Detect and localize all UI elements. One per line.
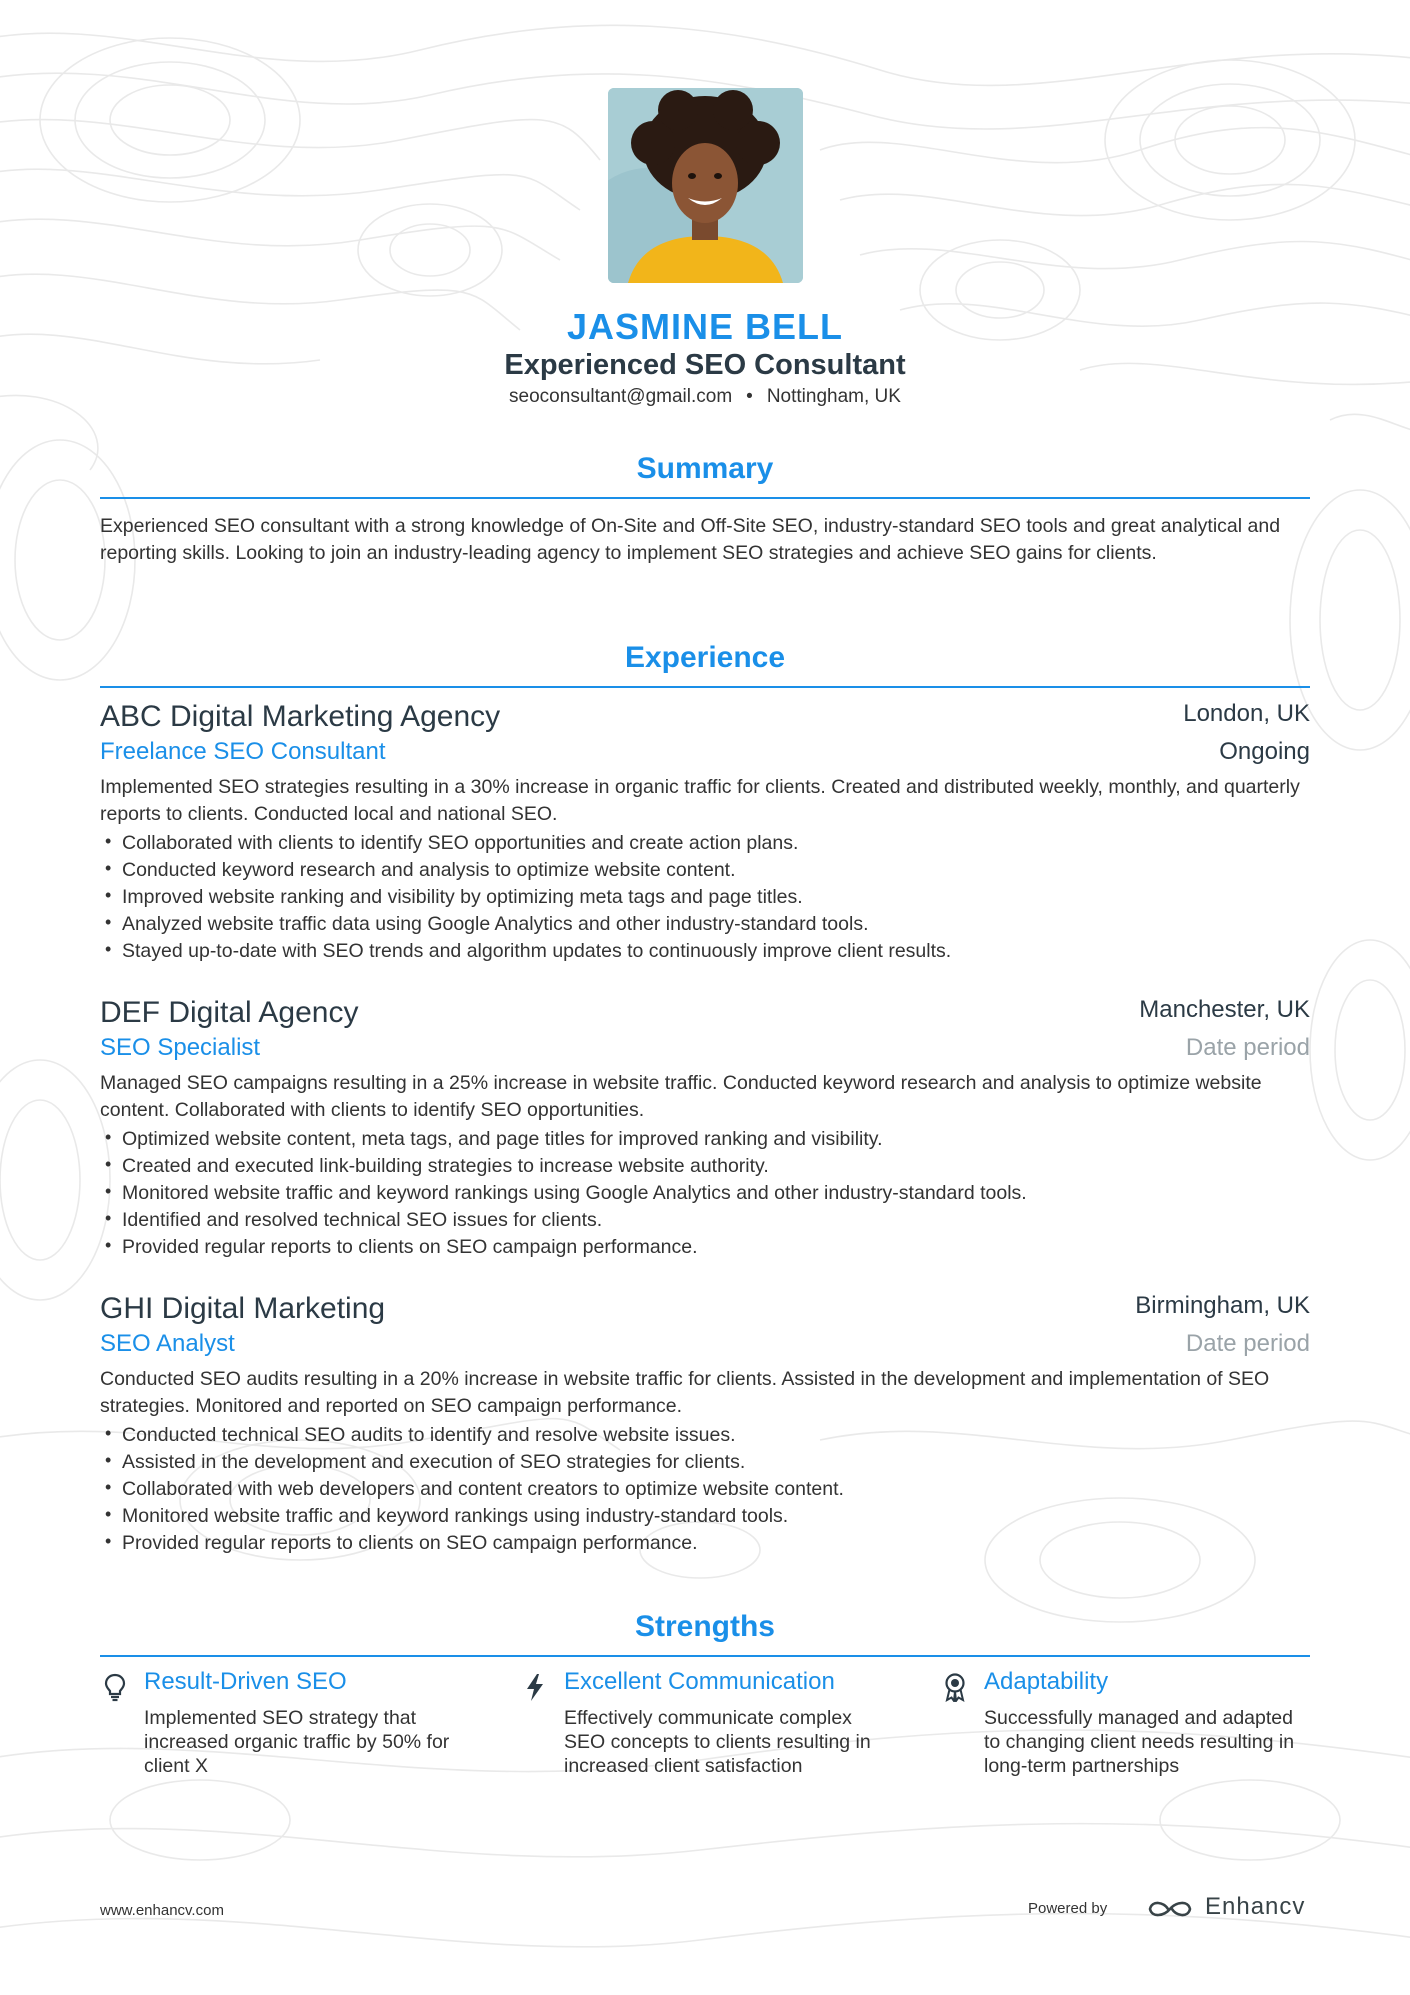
job-bullet: • Provided regular reports to clients on SEO campaign performance. [100,1234,1027,1261]
strength-title: Result-Driven SEO [144,1668,347,1695]
job-role: SEO Analyst [100,1330,235,1357]
job-bullet: • Conducted technical SEO audits to identify and resolve website issues. [100,1422,844,1449]
job-date: Ongoing [1219,738,1310,765]
job-bullet: • Assisted in the development and execution of SEO strategies for clients. [100,1449,844,1476]
job-bullet: • Provided regular reports to clients on SEO campaign performance. [100,1530,844,1557]
job-role: SEO Specialist [100,1034,261,1061]
contact-separator: • [746,386,753,407]
job-description: Managed SEO campaigns resulting in a 25% increase in website traffic. Conducted keyword research and analysis to optimize website content. Collaborated with clients to identify SEO opportunities. [100,1072,1262,1121]
powered-by-label: Powered by [1028,1900,1108,1917]
job-company: DEF Digital Agency [100,996,359,1029]
strengths-heading: Strengths [634,1610,775,1643]
footer-website-link[interactable]: www.enhancv.com [100,1902,224,1919]
experience-heading: Experience [624,641,786,674]
job-date: Date period [1185,1330,1310,1357]
job-bullet: • Monitored website traffic and keyword rankings using industry-standard tools. [100,1503,844,1530]
candidate-title: Experienced SEO Consultant [504,349,906,381]
avatar-illustration [608,88,803,283]
job-bullets [100,1126,1027,1261]
job-bullet: • Stayed up-to-date with SEO trends and algorithm updates to continuously improve client results. [100,938,951,965]
job-location: London, UK [1183,700,1310,727]
job-description: Implemented SEO strategies resulting in a 30% increase in organic traffic for clients. Created and distributed weekly, monthly, and quarterly reports to clients. Conducted local and national SEO. [100,776,1300,825]
job-bullet: • Collaborated with clients to identify SEO opportunities and create action plans. [100,830,951,857]
candidate-name: JASMINE BELL [566,306,844,347]
enhancv-brand-name: Enhancv [1205,1893,1306,1920]
summary-divider [100,497,1310,499]
contact-line [0,386,1410,408]
job-bullet: • Identified and resolved technical SEO issues for clients. [100,1207,1027,1234]
job-company: GHI Digital Marketing [100,1292,386,1325]
lightning-bolt-icon [522,1672,548,1702]
email-text: seoconsultant@gmail.com [509,386,733,407]
strength-description: Effectively communicate complex SEO concepts to clients resulting in increased client satisfaction [564,1707,871,1777]
experience-divider [100,686,1310,688]
summary-text: Experienced SEO consultant with a strong knowledge of On-Site and Off-Site SEO, industry-standard SEO tools and great analytical and reporting skills. Looking to join an industry-leading agency to implement SEO strategies and achieve SEO gains for clients. [100,515,1281,564]
lightbulb-icon [102,1672,128,1702]
strength-description: Successfully managed and adapted to changing client needs resulting in long-term partnerships [984,1707,1295,1777]
strength-title: Excellent Communication [564,1668,835,1695]
job-bullet: • Created and executed link-building strategies to increase website authority. [100,1153,1027,1180]
job-location: Manchester, UK [1139,996,1310,1023]
job-location: Birmingham, UK [1135,1292,1310,1319]
award-ribbon-icon [942,1672,968,1702]
job-date: Date period [1185,1034,1310,1061]
location-text: Nottingham, UK [766,386,901,407]
profile-photo [608,88,803,283]
strength-description: Implemented SEO strategy that increased organic traffic by 50% for client X [144,1707,450,1777]
job-bullet: • Monitored website traffic and keyword rankings using Google Analytics and other industry-standard tools. [100,1180,1027,1207]
strength-title: Adaptability [984,1668,1109,1695]
job-description: Conducted SEO audits resulting in a 20% increase in website traffic for clients. Assisted in the development and implementation of SEO strategies. Monitored and reported on SEO campaign performance. [100,1368,1270,1417]
strengths-divider [100,1655,1310,1657]
job-bullets [100,1422,844,1557]
job-bullets [100,830,951,965]
summary-heading: Summary [636,452,774,485]
job-bullet: • Optimized website content, meta tags, and page titles for improved ranking and visibility. [100,1126,1027,1153]
job-bullet: • Collaborated with web developers and content creators to optimize website content. [100,1476,844,1503]
job-bullet: • Conducted keyword research and analysis to optimize website content. [100,857,951,884]
job-bullet: • Improved website ranking and visibility by optimizing meta tags and page titles. [100,884,951,911]
job-company: ABC Digital Marketing Agency [100,700,501,733]
job-bullet: • Analyzed website traffic data using Google Analytics and other industry-standard tools. [100,911,951,938]
enhancv-logo-icon [1146,1896,1194,1922]
job-role: Freelance SEO Consultant [100,738,386,765]
